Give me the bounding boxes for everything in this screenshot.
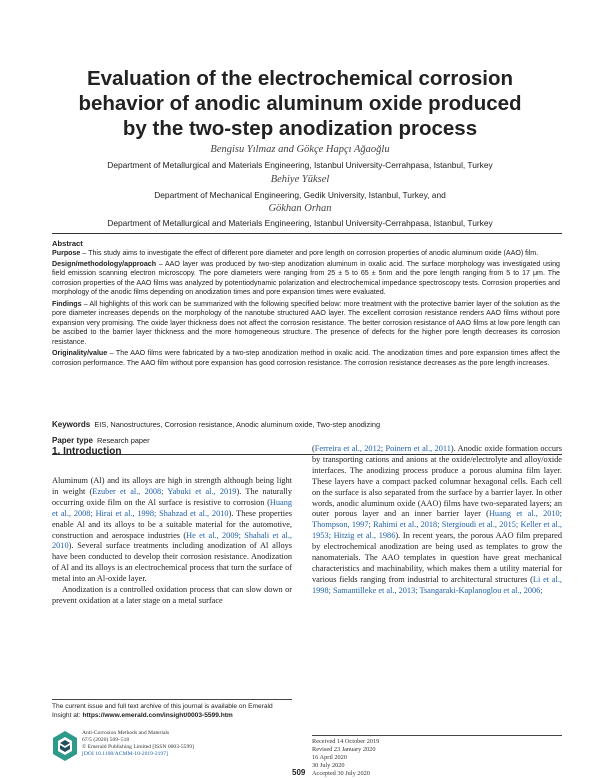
citation-link[interactable]: He et al., 2009; Shahali et al., 2010 bbox=[52, 530, 292, 551]
citation-link[interactable]: Huang et al., 2008; Hirai et al., 1998; Shahzad et al., 2010 bbox=[52, 497, 292, 518]
paper-type-text: Research paper bbox=[97, 436, 150, 445]
abstract-originality: Originality/value – The AAO films were fabricated by a two-step anodization method in oxalic acid. The anodization times and pore expansion times affect the corrosion performance. The AAO film without pore expansion has good corrosion resistance. The corrosion resistance decreases as the pore length increases. bbox=[52, 349, 560, 367]
abstract-purpose: Purpose – This study aims to investigate the effect of different pore diameter and pore length on corrosion properties of anodic aluminum oxide (AAO) film. bbox=[52, 248, 539, 257]
citation-link[interactable]: Huang et al., 2010; Thompson, 1997; Rahimi et al., 2018; Stergioudi et al., 2015; Keller et al., 1953; Hitzig et al., 1986 bbox=[312, 509, 562, 541]
abstract-heading: Abstract bbox=[52, 239, 83, 248]
author-1: Bengisu Yılmaz and Gökçe Hapçı Ağaoğlu bbox=[210, 144, 390, 155]
affiliation-1: Department of Metallurgical and Materials Engineering, Istanbul University-Cerrahpasa, Istanbul, Turkey bbox=[107, 160, 493, 170]
date-revised-2: 16 April 2020 bbox=[312, 754, 347, 762]
footnote-rule bbox=[52, 699, 292, 700]
page-number: 509 bbox=[292, 768, 306, 777]
title-line-1: Evaluation of the electrochemical corrosion bbox=[86, 67, 514, 90]
date-received: Received 14 October 2019 bbox=[312, 738, 380, 745]
date-accepted: Accepted 30 July 2020 bbox=[312, 770, 370, 778]
intro-paragraph-2: Anodization is a controlled oxidation process that can slow down or prevent oxidation at a later stage on a metal surface bbox=[52, 585, 292, 605]
abstract-findings: Findings – All highlights of this work can be summarized with the following specified below: more treatment with the protective barrier layer of the solution as the pore diameter increases depends on the morphology of the nanotube structured AAO layer. The excellent corrosion resistance renders AAO films without pore expansion very promising. The oxide layer thickness does not affect the corrosion resistance. The better corrosion resistance of AAO films at low pore length can be ascibed to the barrier layer thickness and the more homogeneous structure. The presence of defects for the higher pore length decreases its corrosion resistance. bbox=[52, 299, 560, 346]
journal-publisher: © Emerald Publishing Limited [ISSN 0003-5599] bbox=[82, 744, 194, 751]
author-2: Behiye Yüksel bbox=[270, 174, 330, 185]
intro-paragraph-1: Aluminum (Al) and its alloys are high in strength although being light in weight (Ezuber et al., 2008; Yabuki et al., 2019). The naturally occurring oxide film on the Al surface is resistive to corrosion (Huang et al., 2008; Hirai et al., 1998; Shahzad et al., 2010). These properties enable Al and its alloys to be a suitable material for the automotive, construction and aerospace industries (He et al., 2009; Shahali et al., 2010). Several surface treatments including anodization of Al alloys have been conducted to develop their corrosion resistance. Anodization of Al and its alloys is an electrochemical process that turn the surface of metal into an Al-oxide layer. bbox=[52, 476, 292, 584]
keywords-label: Keywords bbox=[52, 420, 91, 429]
journal-volume: 67/5 (2020) 509–518 bbox=[82, 737, 130, 744]
affiliation-3: Department of Metallurgical and Materials Engineering, Istanbul University-Cerrahpasa, Istanbul, Turkey bbox=[107, 218, 493, 228]
emerald-logo-icon bbox=[52, 730, 78, 762]
date-revised-3: 30 July 2020 bbox=[312, 762, 345, 770]
title-line-2: behavior of anodic aluminum oxide produced bbox=[78, 92, 522, 115]
journal-name: Anti-Corrosion Methods and Materials bbox=[82, 730, 170, 736]
keywords bbox=[52, 420, 560, 429]
article-dates bbox=[312, 738, 379, 778]
section-heading-introduction: 1. Introduction bbox=[52, 446, 122, 457]
left-column bbox=[52, 476, 292, 607]
date-revised: Revised 23 January 2020 bbox=[312, 746, 376, 754]
citation-link[interactable]: Ezuber et al., 2008; Yabuki et al., 2019 bbox=[92, 486, 237, 496]
title-line-3: by the two-step anodization process bbox=[122, 117, 478, 140]
journal-archive-link[interactable]: https://www.emerald.com/insight/0003-5599.htm bbox=[82, 711, 233, 719]
journal-info bbox=[82, 730, 194, 758]
footnote: The current issue and full text archive of this journal is available on Emerald Insight at: https://www.emerald.com/insight/0003-5599.htm bbox=[52, 703, 273, 719]
paper-type-label: Paper type bbox=[52, 436, 93, 445]
citation-link[interactable]: Li et al., 1998; Samantilleke et al., 2013; Tsangaraki-Kaplanoglou et al., 2006; bbox=[312, 574, 562, 595]
abstract-block bbox=[52, 239, 560, 370]
abstract-design: Design/methodology/approach – AAO layer was produced by two-step anodization aluminum in oxalic acid. The surface morphology was investigated using field emission scanning electron microscopy. The pore diameters were ranging from 25 ± 5 to 65 ± 5nm and the pore length ranging from 5 to 17 μm. The corrosion properties of the AAO films was analyzed by potentiodynamic polarization and electrochemical impedance spectroscopy tests. Corrosion properties and morphology of the anodic films depending on anodization times and pore expansion times were evaluated. bbox=[52, 259, 560, 297]
abstract-top-rule bbox=[52, 233, 562, 234]
intro-paragraph-continued: (Ferreira et al., 2012; Poinern et al., 2011). Anodic oxide formation occurs by transporting cations and anions at the oxide/electrolyte and alloy/oxide interfaces. The anodizing process produce a porous alumina film layer. These layers have a compact packed columnar hexagonal cells. Each cell on the surface is also separated from the surface by a barrier layer. In other words, anodic aluminum oxide (AAO) films have two-separated layers; an outer porous layer and an inner barrier layer (Huang et al., 2010; Thompson, 1997; Rahimi et al., 2018; Stergioudi et al., 2015; Keller et al., 1953; Hitzig et al., 1986). In recent years, the porous AAO film prepared by electrochemical anodization are being used as templates to grow the nanomaterials. The AAO templates in question have great mechanical characteristics and machinability, which makes them a utility material for various fields ranging from industrial to architectural structures (Li et al., 1998; Samantilleke et al., 2013; Tsangaraki-Kaplanoglou et al., 2006; bbox=[312, 444, 562, 595]
right-column bbox=[312, 444, 562, 597]
keywords-text: EIS, Nanostructures, Corrosion resistance, Anodic aluminum oxide, Two-step anodizing bbox=[94, 420, 381, 429]
affiliation-2: Department of Mechanical Engineering, Gedik University, Istanbul, Turkey, and bbox=[154, 190, 446, 200]
citation-link[interactable]: Ferreira et al., 2012; Poinern et al., 2011 bbox=[314, 444, 451, 453]
author-3: Gökhan Orhan bbox=[268, 203, 332, 214]
article-title bbox=[40, 66, 560, 141]
journal-doi-link[interactable]: [DOI 10.1108/ACMM-10-2019-2197] bbox=[82, 751, 168, 758]
dates-rule bbox=[312, 735, 562, 736]
